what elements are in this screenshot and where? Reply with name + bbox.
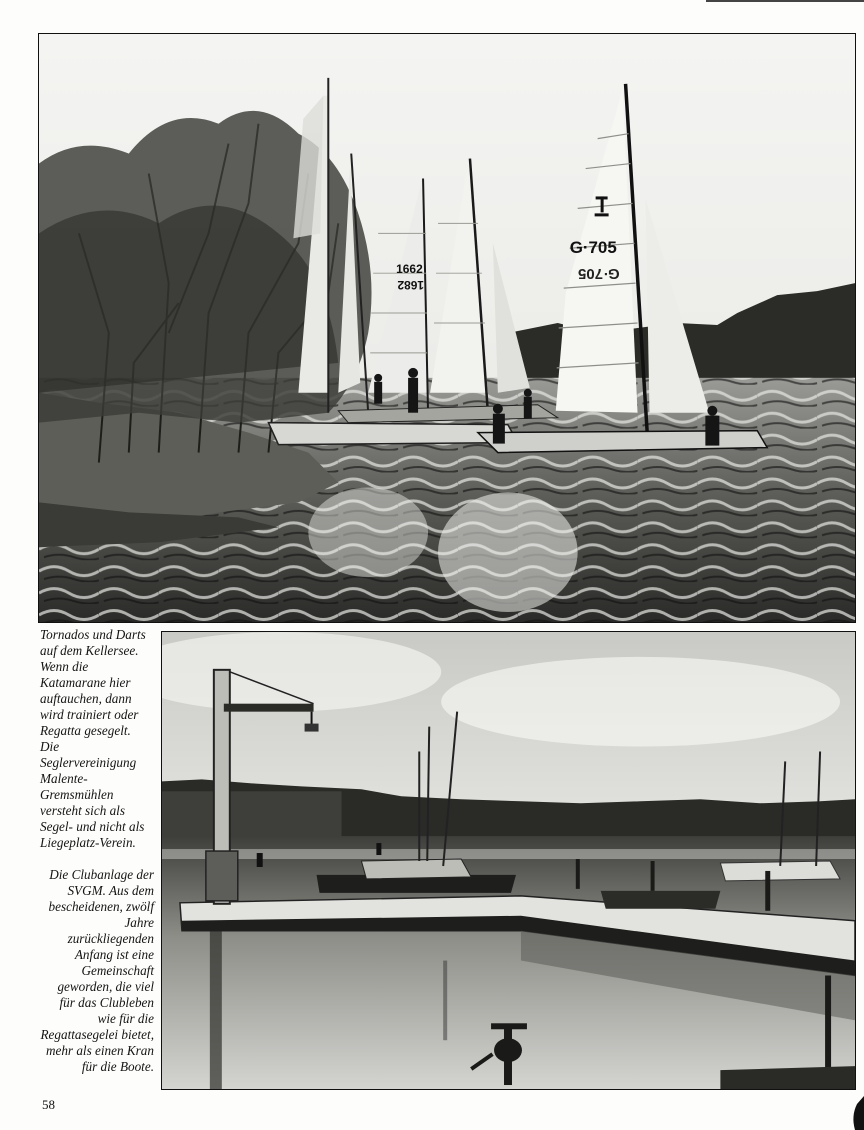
sail-number-1662: 1662 — [396, 262, 423, 277]
catamaran-regatta-photo — [38, 33, 856, 623]
caption-club-facility: Die Clubanlage der SVGM. Aus dem bescheidenen, zwölf Jahre zurückliegenden Anfang ist eine Gemeinschaft geworden, die viel für das Clubleben wie für die Regattasegelei bietet, mehr als einen Kran für die Boote. — [40, 867, 154, 1074]
caption-catamarans: Tornados und Darts auf dem Kellersee. Wenn die Katamarane hier auftauchen, dann wird trainiert oder Regatta gesegelt. Die Seglervereinigung Malente-Gremsmühlen versteht sich als Segel- und nicht als Liegeplatz-Verein. — [40, 627, 146, 850]
club-harbour-photo — [161, 631, 856, 1090]
page-edge-mark — [851, 1096, 864, 1130]
sail-number-g705: G·705 — [569, 238, 617, 258]
top-rule — [706, 0, 864, 2]
sail-number-1682: 1682 — [397, 278, 425, 293]
sail-number-g705-mirrored: G·705 — [578, 265, 620, 283]
page-number: 58 — [42, 1097, 55, 1112]
